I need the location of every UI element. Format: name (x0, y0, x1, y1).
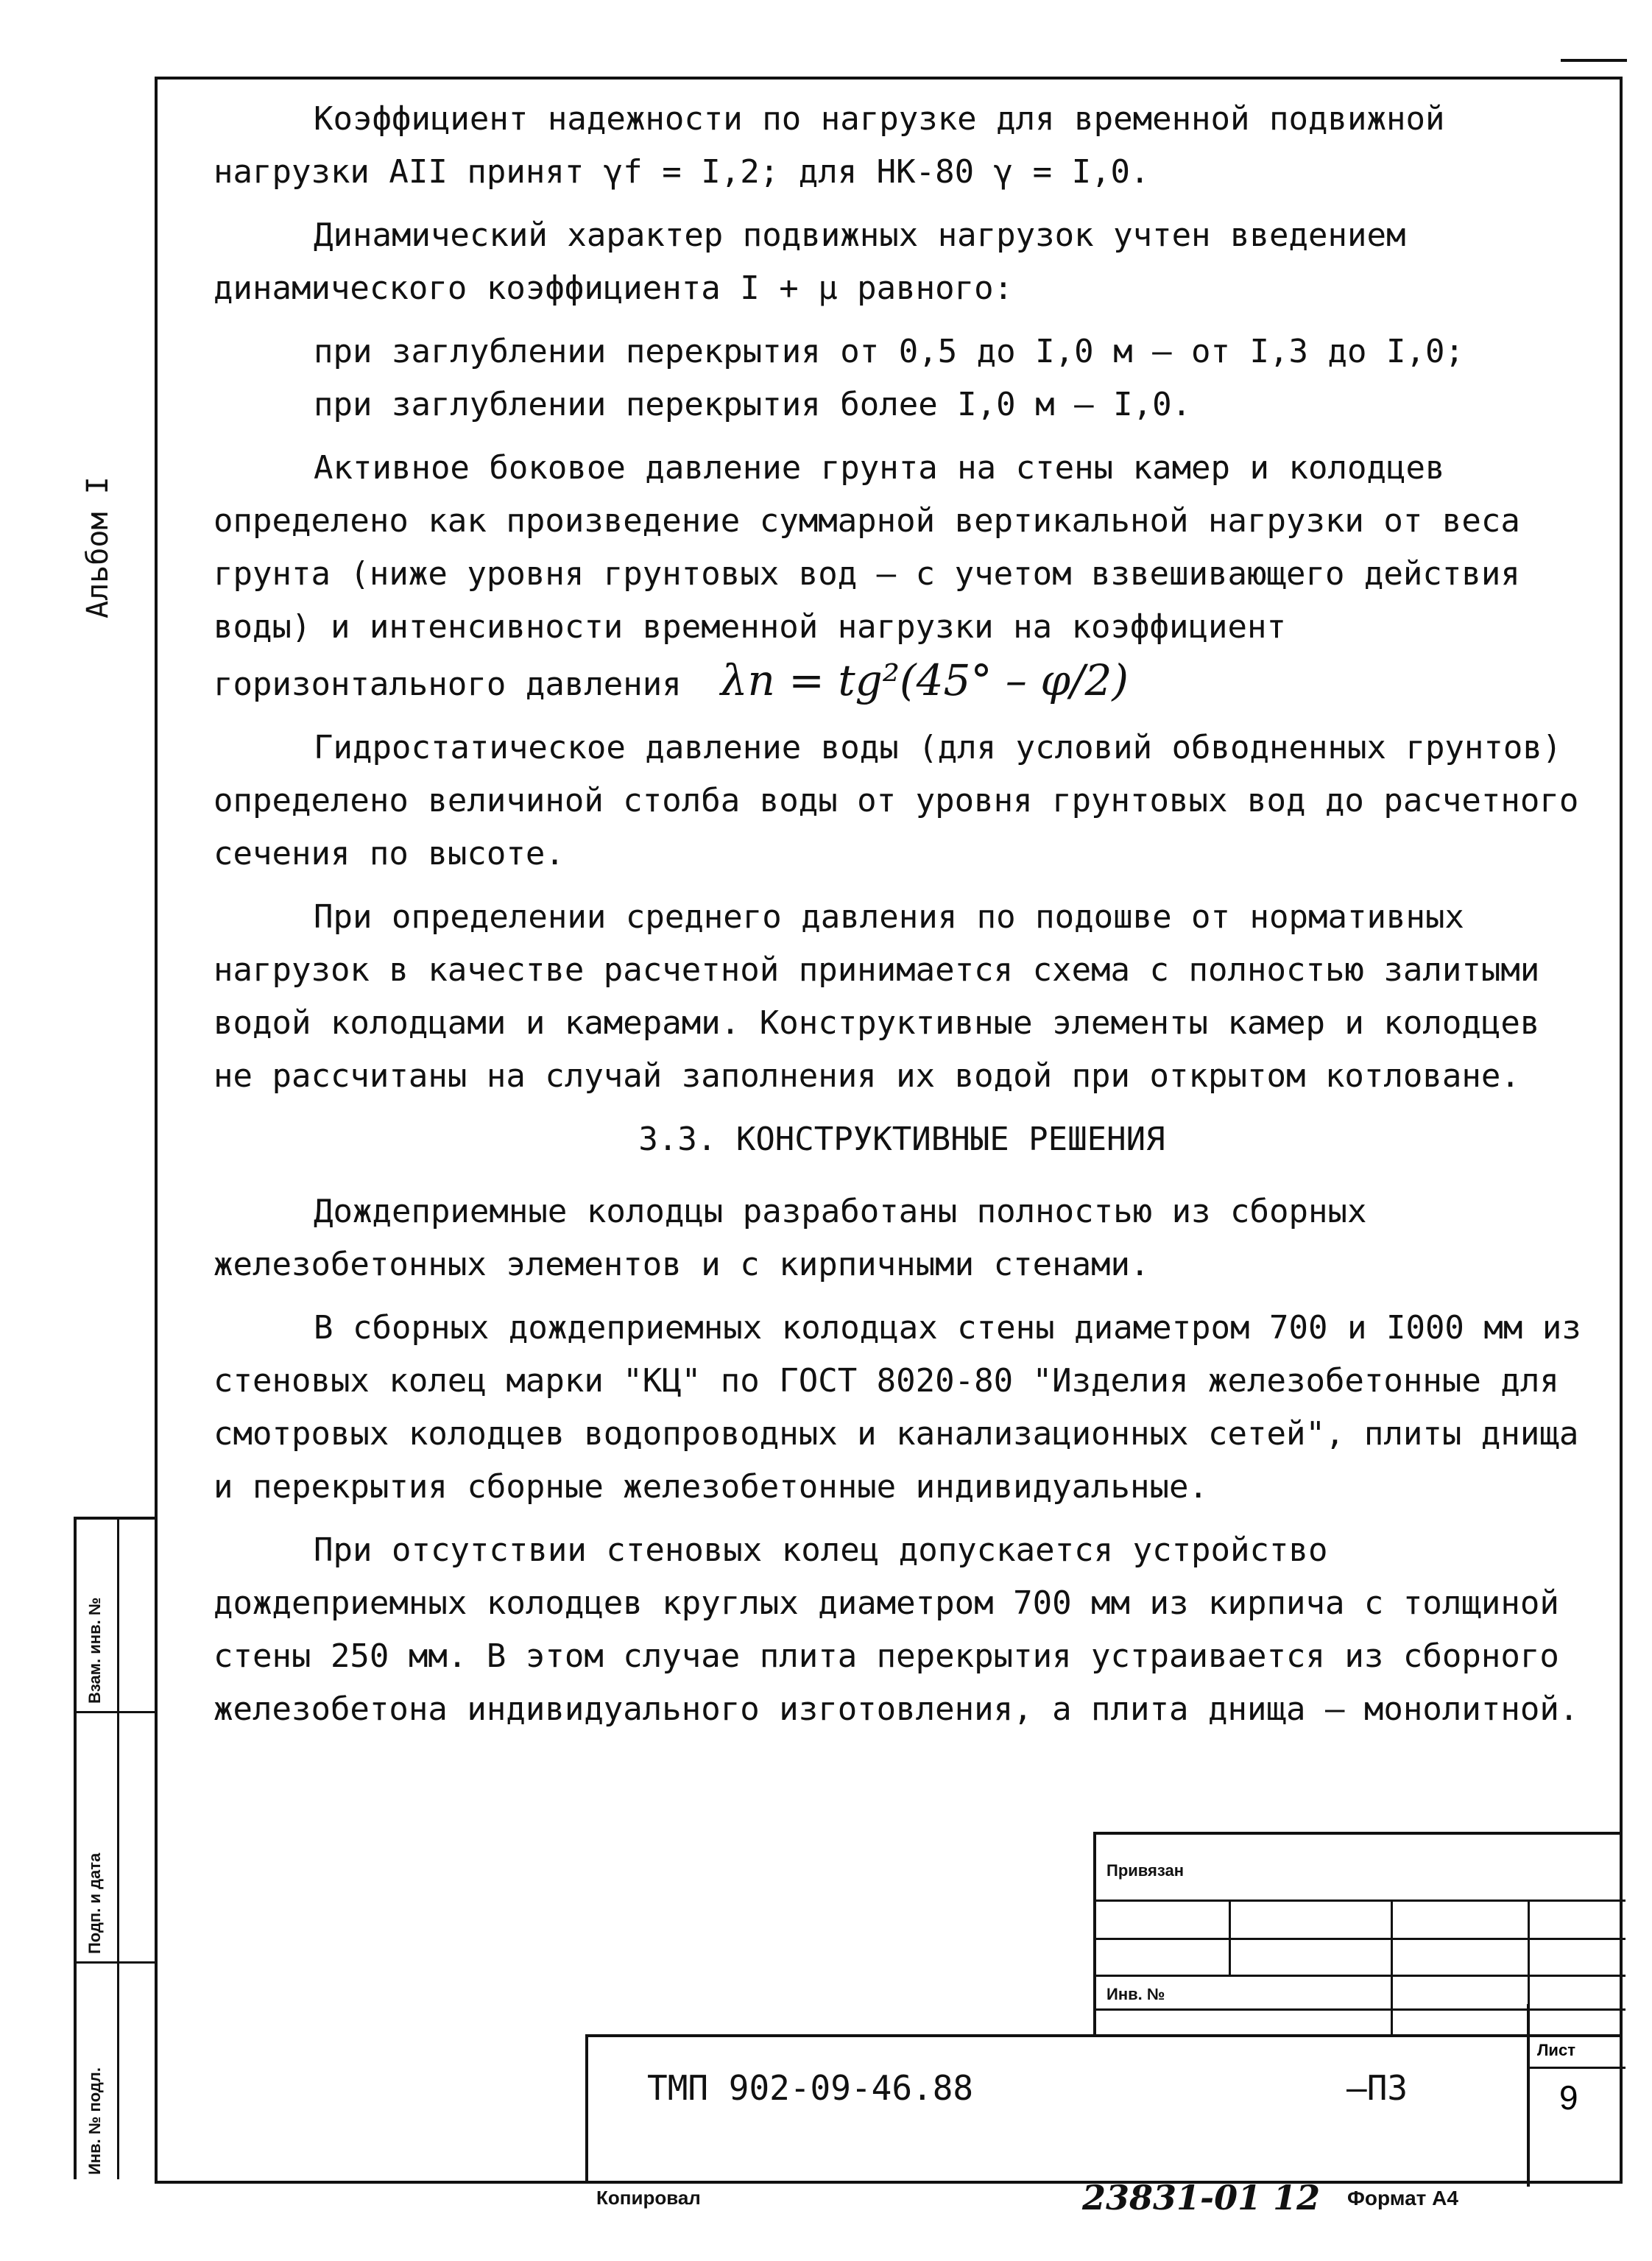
paragraph-precast: В сборных дождеприемных колодцах стены диаметром 700 и I000 мм из стеновых колец марки "КЦ" по ГОСТ 8020-80 "Изделия железобетонные для смотровых колодцев водопроводных и канализационных сетей", плиты днища и перекрытия сборные железобетонные индивидуальные. (213, 1309, 1581, 1506)
document-body (213, 93, 1590, 1746)
soil-pressure-text: Активное боковое давление грунта на стены камер и колодцев определено как произведение суммарной вертикальной нагрузки от веса грунта (ниже уровня грунтовых вод – с учетом взвешивающего действия воды) и интенсивности временной нагрузки на коэффициент горизонтального давления (213, 449, 1520, 703)
paragraph-hydrostatic: Гидростатическое давление воды (для условий обводненных грунтов) определено величиной столба воды от уровня грунтовых вод до расчетного сечения по высоте. (213, 729, 1579, 872)
stamp-line (1096, 1900, 1625, 1902)
stamp-label-privyazan: Привязан (1106, 1861, 1185, 1880)
stamp-label-inv: Инв. № (1106, 1985, 1165, 2003)
list-depth-1: при заглублении перекрытия от 0,5 до I,0 м – от I,3 до I,0; (314, 333, 1464, 370)
sheet-box (1527, 2004, 1625, 2187)
paragraph-wells: Дождеприемные колодцы разработаны полностью из сборных железобетонных элементов и с кирпичными стенами. (213, 1193, 1367, 1283)
stamp-line (1096, 1938, 1625, 1940)
album-label: Альбом I (81, 476, 115, 618)
side-strip-divider (117, 1520, 119, 2179)
sheet-divider (1530, 2067, 1625, 2069)
corner-mark (1561, 59, 1627, 62)
footer-archive-number: 23831-01 12 (1082, 2178, 1321, 2218)
formula-lambda: λn = tg²(45° – φ/2) (720, 655, 1129, 705)
paragraph-average-pressure: При определении среднего давления по подошве от нормативных нагрузок в качестве расчетной принимается схема с полностью залитыми водой колодцами и камерами. Конструктивные элементы камер и колодцев не рассчитаны на случай заполнения их водой при открытом котловане. (213, 898, 1540, 1095)
stamp-line (1096, 1975, 1625, 1977)
side-strip-row (77, 1711, 155, 1713)
section-heading: 3.3. КОНСТРУКТИВНЫЕ РЕШЕНИЯ (638, 1121, 1165, 1158)
footer-copied: Копировал (596, 2187, 701, 2209)
paragraph-soil-pressure (213, 442, 1590, 711)
side-strip-row (77, 1961, 155, 1964)
paragraph-dynamic: Динамический характер подвижных нагрузок учтен введением динамического коэффициента I + μ равного: (213, 216, 1406, 307)
stamp-divider (1391, 1900, 1393, 2037)
paragraph-brick: При отсутствии стеновых колец допускается устройство дождеприемных колодцев круглых диаметром 700 мм из кирпича с толщиной стены 250 мм. В этом случае плита перекрытия устраивается из сборного железобетона индивидуального изготовления, а плита днища – монолитной. (213, 1531, 1579, 1728)
stamp-divider (1229, 1900, 1231, 1975)
list-depth-2: при заглублении перекрытия более I,0 м – I,0. (314, 386, 1192, 423)
side-label-signature-date: Подп. и дата (85, 1852, 104, 1954)
document-code: ТМП 902-09-46.88 (647, 2068, 974, 2108)
title-block (585, 2034, 1623, 2184)
side-stamp-strip (74, 1517, 155, 2179)
paragraph-reliability: Коэффициент надежности по нагрузке для временной подвижной нагрузки АII принят γf = I,2; для НК-80 γ = I,0. (213, 100, 1445, 191)
sheet-number: 9 (1559, 2078, 1578, 2117)
footer-format: Формат А4 (1347, 2187, 1458, 2209)
sheet-label: Лист (1537, 2041, 1575, 2059)
document-suffix: –ПЗ (1346, 2068, 1408, 2108)
side-label-inv-original: Инв. № подл. (85, 2067, 104, 2175)
side-label-replaced-inv: Взам. инв. № (85, 1597, 104, 1704)
